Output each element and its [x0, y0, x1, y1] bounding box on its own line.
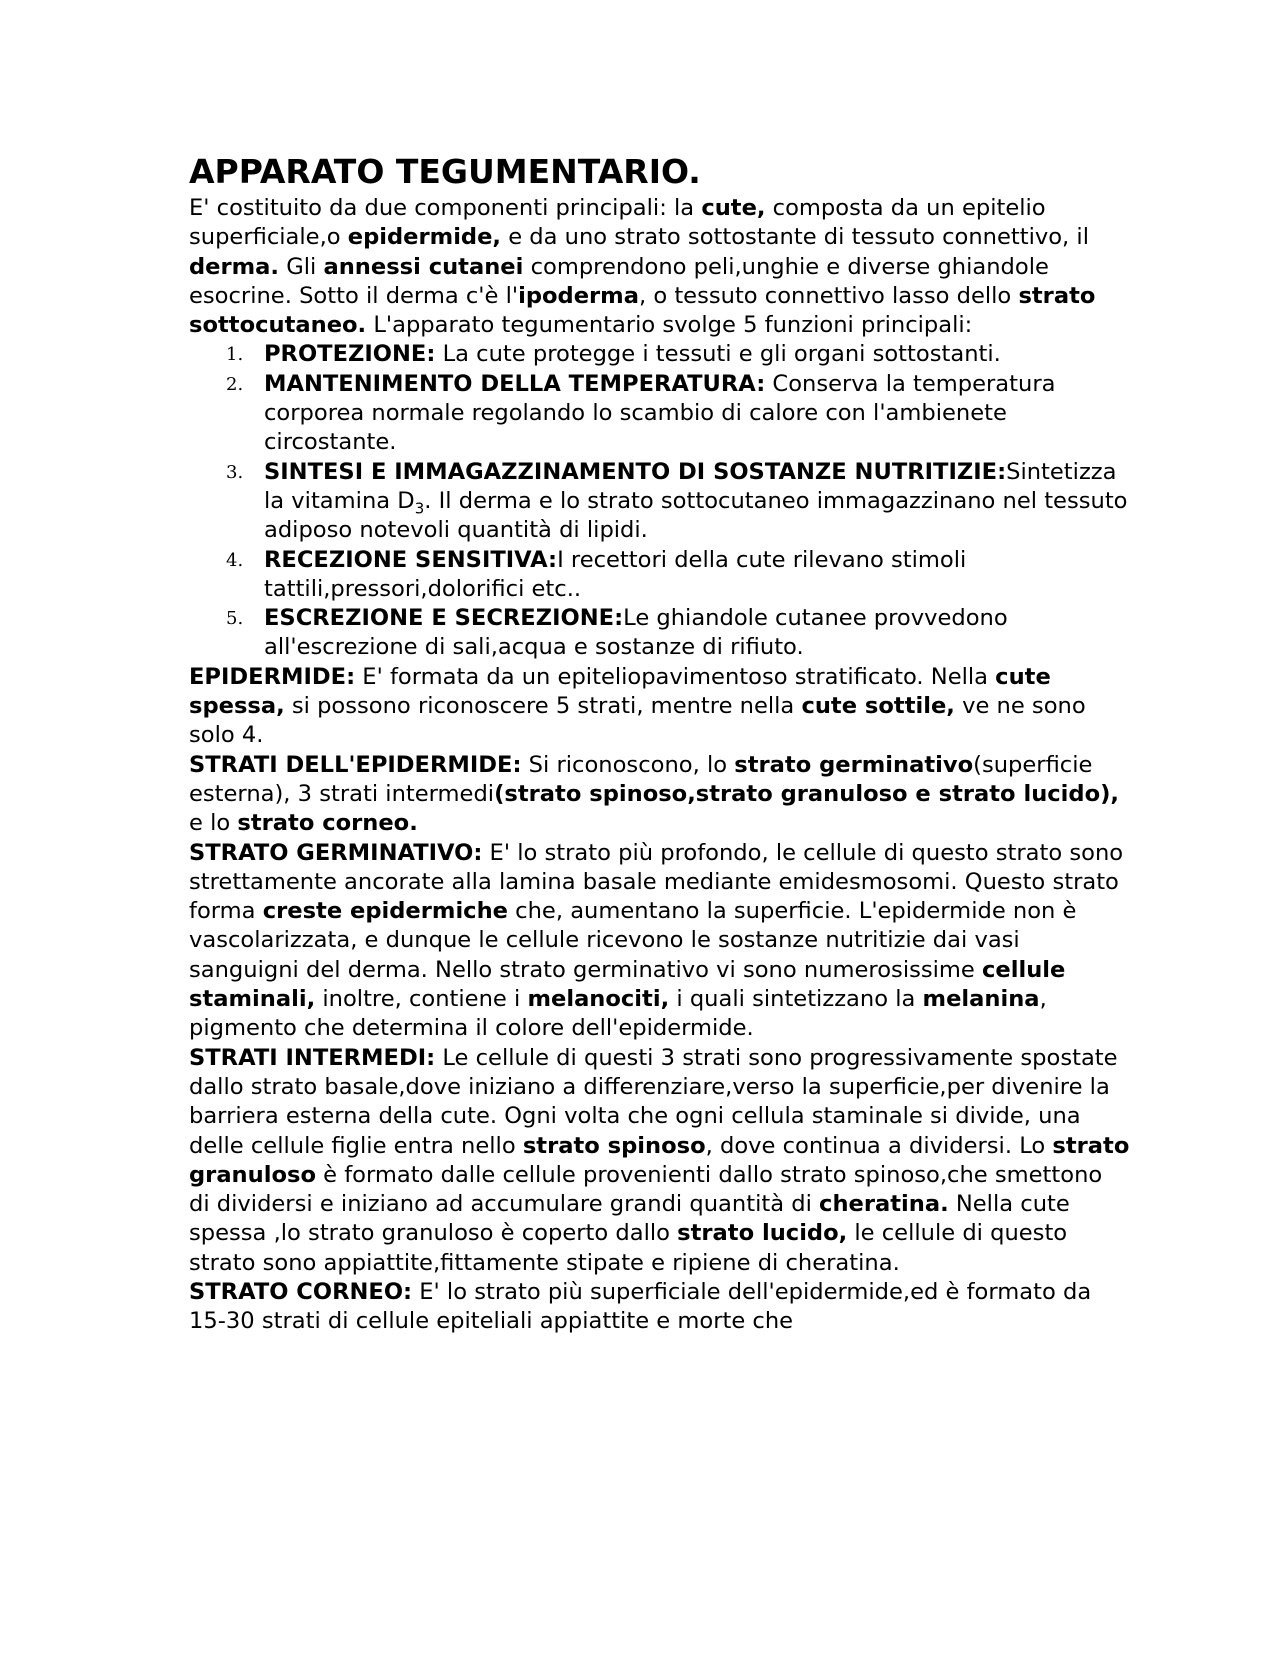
bold-text: PROTEZIONE: — [264, 341, 436, 368]
function-item — [226, 458, 1130, 546]
functions-list — [189, 340, 1130, 662]
bold-text: cheratina. — [819, 1191, 949, 1218]
bold-text: derma. — [189, 253, 280, 280]
function-item — [226, 604, 1130, 663]
subscript-text: 3 — [414, 499, 425, 518]
text-run: Gli — [279, 253, 324, 280]
text-run: , o tessuto connettivo lasso dello — [638, 282, 1019, 309]
list-number: 4. — [226, 549, 244, 571]
section-epidermide — [189, 663, 1130, 751]
text-run: E' costituito da due componenti principali: la — [189, 195, 702, 221]
text-run: . Il derma e lo strato sottocutaneo immagazzinano nel tessuto adiposo notevoli quantità di lipidi. — [264, 487, 1128, 544]
text-run: Conserva la temperatura corporea normale regolando lo scambio di calore con l'ambienete circostante. — [264, 370, 1056, 456]
text-run: i quali sintetizzano la — [669, 986, 923, 1013]
bold-text: cute, — [701, 195, 766, 221]
bold-text: strato corneo. — [237, 810, 418, 837]
function-item — [226, 340, 1130, 369]
page-title: APPARATO TEGUMENTARIO. — [189, 152, 701, 191]
list-number: 3. — [226, 461, 244, 483]
bold-text: SINTESI E IMMAGAZZINAMENTO DI SOSTANZE NUTRITIZIE: — [264, 458, 1007, 485]
function-item — [226, 546, 1130, 605]
bold-text: STRATI INTERMEDI: — [189, 1044, 436, 1071]
list-number: 1. — [226, 344, 244, 366]
text-run: ve ne sono solo 4. — [189, 693, 1086, 749]
bold-text: MANTENIMENTO DELLA TEMPERATURA: — [264, 370, 766, 397]
bold-text: cellule staminali, — [189, 956, 1066, 1013]
bold-text: cute spessa, — [189, 663, 1051, 720]
section-strato-corneo — [189, 1278, 1130, 1337]
text-run: La cute protegge i tessuti e gli organi sottostanti. — [435, 341, 1001, 368]
bold-text: strato granuloso — [189, 1132, 1130, 1188]
bold-text: ESCREZIONE E SECREZIONE: — [264, 605, 624, 632]
text-run: Le cellule di questi 3 strati sono progressivamente spostate dallo strato basale,dove iniziano a differenziare,verso la superficie,per divenire la barriera esterna della cute. Ogni volta che ogni cellula staminale si divide, una delle cellule figlie entra nello — [189, 1044, 1118, 1159]
text-run: inoltre, contiene i — [315, 986, 528, 1013]
bold-text: RECEZIONE SENSITIVA: — [264, 546, 558, 573]
section-strati-epidermide — [189, 751, 1130, 839]
text-run: e lo — [189, 810, 238, 837]
text-run: comprendono peli,unghie e diverse ghiandole esocrine. Sotto il derma c'è l' — [189, 253, 1049, 309]
bold-text: melanina — [922, 986, 1040, 1013]
bold-text: epidermide, — [347, 224, 502, 251]
bold-text: strato spinoso — [522, 1132, 706, 1159]
text-run: (superficie esterna), 3 strati intermedi — [189, 751, 1093, 807]
text-run: , dove continua a dividersi. Lo — [705, 1132, 1053, 1159]
intro-paragraph — [189, 194, 1130, 340]
bold-text: melanociti, — [527, 986, 670, 1013]
section-strato-germinativo — [189, 839, 1130, 1044]
bold-text: STRATI DELL'EPIDERMIDE: — [189, 751, 522, 778]
function-item — [226, 370, 1130, 458]
list-number: 5. — [226, 608, 244, 630]
text-run: si possono riconoscere 5 strati, mentre nella — [284, 693, 802, 720]
text-run: E' formata da un epiteliopavimentoso stratificato. Nella — [355, 663, 996, 690]
bold-text: strato lucido, — [677, 1220, 848, 1247]
bold-text: ipoderma — [518, 282, 639, 309]
bold-text: EPIDERMIDE: — [189, 663, 356, 690]
bold-text: STRATO GERMINATIVO: — [189, 839, 483, 866]
text-run: composta da un epitelio superficiale,o — [189, 195, 1046, 251]
list-number: 2. — [226, 373, 244, 395]
section-strati-intermedi — [189, 1044, 1130, 1278]
text-run: Le ghiandole cutanee provvedono all'escrezione di sali,acqua e sostanze di rifiuto. — [264, 605, 1008, 661]
text-run: , pigmento che determina il colore dell'epidermide. — [189, 986, 1047, 1042]
text-run: I recettori della cute rilevano stimoli tattili,pressori,dolorifici etc.. — [264, 546, 967, 602]
text-run: che, aumentano la superficie. L'epidermide non è vascolarizzata, e dunque le cellule ricevono le sostanze nutritizie dai vasi sanguigni del derma. Nello strato germinativo vi sono numerosissime — [189, 898, 1077, 983]
bold-text: annessi cutanei — [323, 253, 524, 280]
text-run: E' lo strato più profondo, le cellule di questo strato sono strettamente ancorate alla lamina basale mediante emidesmosomi. Questo strato forma — [189, 839, 1124, 925]
bold-text: (strato spinoso,strato granuloso e strato lucido), — [494, 780, 1120, 807]
text-run: Sintetizza la vitamina D — [264, 458, 1117, 514]
text-run: è formato dalle cellule provenienti dallo strato spinoso,che smettono di dividersi e iniziano ad accumulare grandi quantità di — [189, 1161, 1103, 1218]
text-run: Si riconoscono, lo — [521, 751, 735, 778]
text-run: le cellule di questo strato sono appiattite,fittamente stipate e ripiene di cheratina. — [189, 1220, 1068, 1276]
text-run: e da uno strato sottostante di tessuto connettivo, il — [501, 224, 1089, 251]
bold-text: STRATO CORNEO: — [189, 1278, 413, 1305]
text-run: E' lo strato più superficiale dell'epidermide,ed è formato da 15-30 strati di cellule epiteliali appiattite e morte che — [189, 1278, 1092, 1335]
bold-text: strato sottocutaneo. — [189, 282, 1096, 339]
bold-text: creste epidermiche — [262, 898, 508, 925]
bold-text: strato germinativo — [734, 751, 974, 778]
sections — [189, 663, 1130, 1337]
bold-text: cute sottile, — [801, 693, 955, 720]
text-run: L'apparato tegumentario svolge 5 funzioni principali: — [366, 312, 973, 339]
text-run: Nella cute spessa ,lo strato granuloso è coperto dallo — [189, 1191, 1070, 1247]
